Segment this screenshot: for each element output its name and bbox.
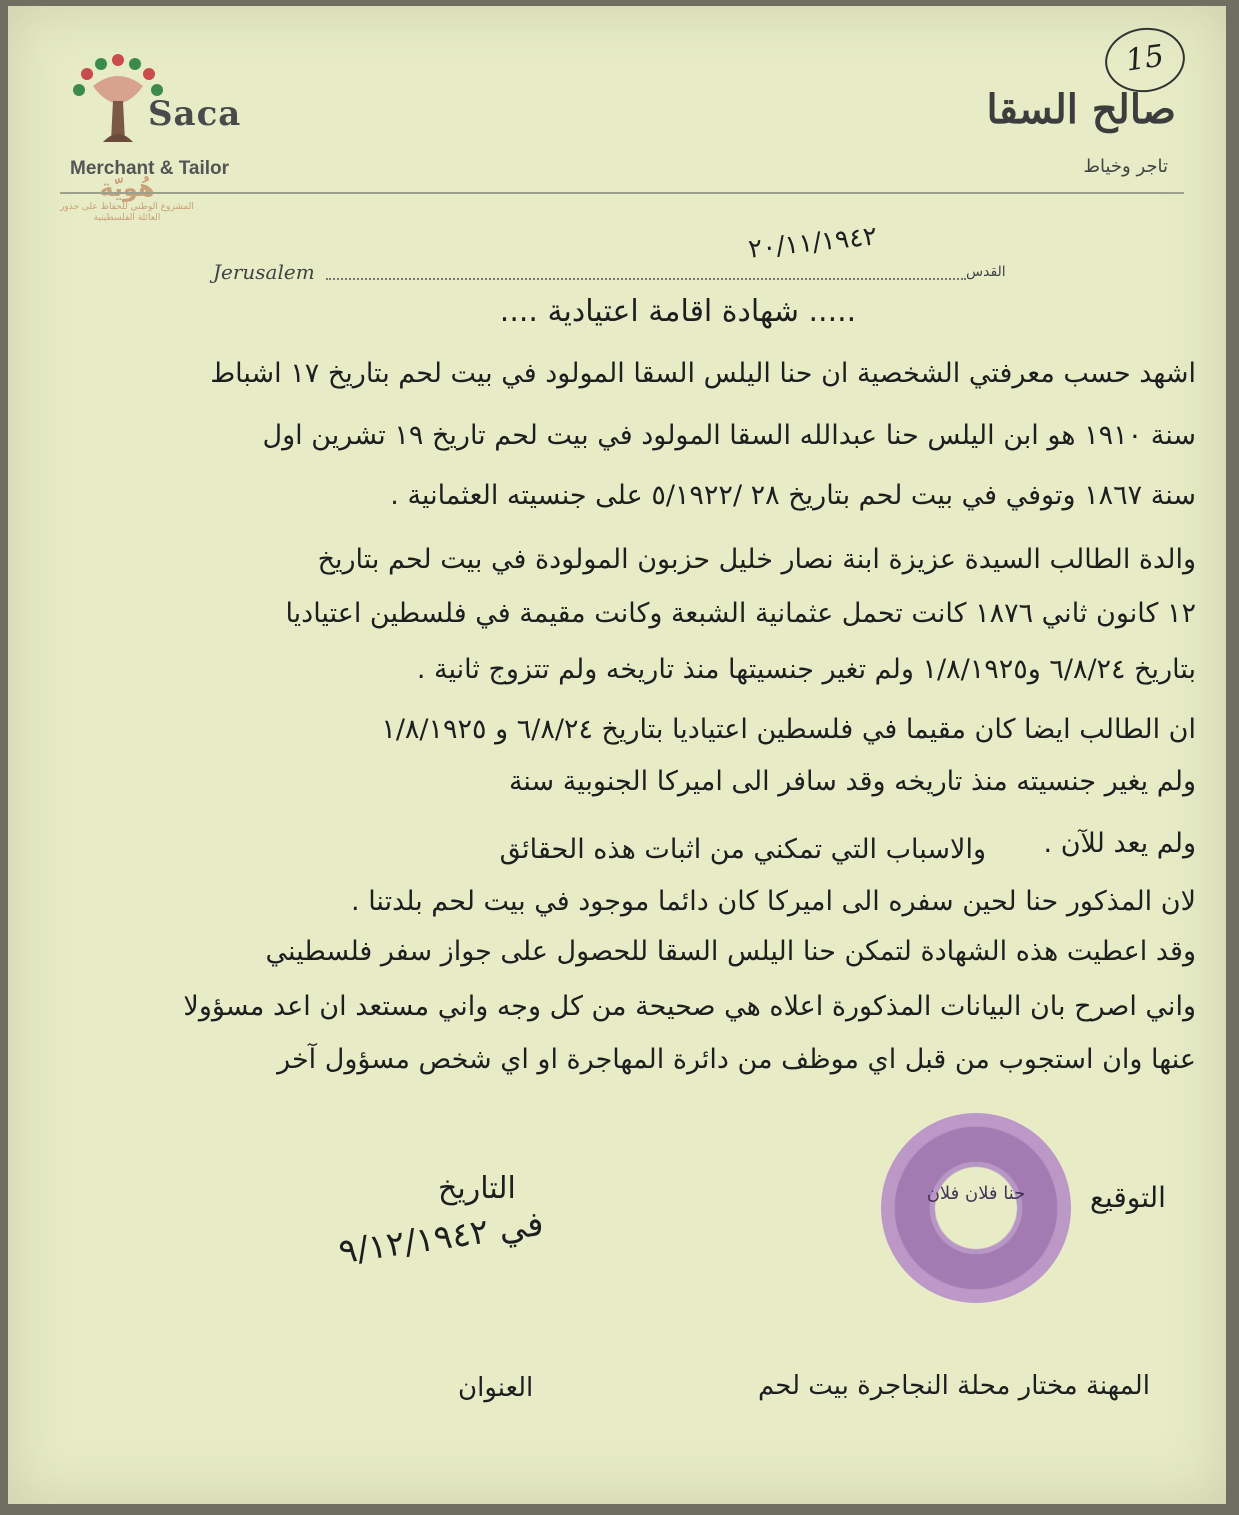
stamp-text: حنا فلان فلان [926, 1183, 1026, 1204]
body-line: ولم يغير جنسيته منذ تاريخه وقد سافر الى اميركا الجنوبية سنة [508, 766, 1196, 797]
watermark-title: هُويّة [99, 174, 155, 202]
place-date-dotted-line [326, 278, 966, 280]
place-english: Jerusalem [213, 260, 315, 284]
place-arabic: القدس [966, 264, 1006, 280]
occupation-line: المهنة مختار محلة النجاجرة بيت لحم [758, 1371, 1150, 1401]
body-line: ان الطالب ايضا كان مقيما في فلسطين اعتياديا بتاريخ ٦/٨/٢٤ و ١/٨/١٩٢٥ [381, 714, 1196, 745]
date-label: التاريخ [438, 1171, 516, 1206]
handwritten-bottom-date: في ٩/١٢/١٩٤٢ [336, 1203, 546, 1273]
watermark-logo [52, 174, 202, 224]
body-line: عنها وان استجوب من قبل اي موظف من دائرة المهاجرة او اي شخص مسؤول آخر [277, 1044, 1196, 1075]
body-line: ولم يعد للآن . [1043, 828, 1196, 859]
page-number-circle: 15 [1101, 23, 1189, 98]
body-line: سنة ١٩١٠ هو ابن اليلس حنا عبدالله السقا المولود في بيت لحم تاريخ ١٩ تشرين اول [262, 420, 1196, 451]
body-line: اشهد حسب معرفتي الشخصية ان حنا اليلس السقا المولود في بيت لحم بتاريخ ١٧ اشباط [210, 358, 1196, 389]
body-line: سنة ١٨٦٧ وتوفي في بيت لحم بتاريخ ٢٨ /٥/١٩٢٢ على جنسيته العثمانية . [390, 480, 1196, 511]
watermark-text: المشروع الوطني للحفاظ على جذور العائلة الفلسطينية [60, 202, 194, 223]
handwritten-top-date: ٢٠/١١/١٩٤٢ [746, 221, 879, 265]
body-line: لان المذكور حنا لحين سفره الى اميركا كان دائما موجود في بيت لحم بلدتنا . [351, 886, 1196, 917]
header-divider [60, 192, 1184, 194]
certificate-title: ..... شهادة اقامة اعتيادية .... [499, 294, 857, 329]
body-line: والاسباب التي تمكني من اثبات هذه الحقائق [499, 834, 986, 865]
arabic-business-subtitle: تاجر وخياط [1083, 156, 1168, 177]
official-seal-stamp [881, 1113, 1071, 1303]
english-business-subtitle: Merchant & Tailor [70, 158, 230, 179]
address-label: العنوان [458, 1373, 534, 1403]
certificate-page [8, 6, 1226, 1504]
body-line: واني اصرح بان البيانات المذكورة اعلاه هي صحيحة من كل وجه واني مستعد ان اعد مسؤولا [183, 991, 1196, 1022]
signature-label: التوقيع [1090, 1181, 1166, 1214]
body-line: ١٢ كانون ثاني ١٨٧٦ كانت تحمل عثمانية الشبعة وكانت مقيمة في فلسطين اعتياديا [285, 598, 1196, 629]
body-line: بتاريخ ٦/٨/٢٤ و١/٨/١٩٢٥ ولم تغير جنسيتها منذ تاريخه ولم تتزوج ثانية . [416, 654, 1196, 685]
body-line: وقد اعطيت هذه الشهادة لتمكن حنا اليلس السقا للحصول على جواز سفر فلسطيني [265, 936, 1196, 967]
body-line: والدة الطالب السيدة عزيزة ابنة نصار خليل حزبون المولودة في بيت لحم بتاريخ [317, 544, 1196, 575]
arabic-business-name: صالح السقا [986, 86, 1176, 133]
english-business-name: Saca [148, 94, 242, 134]
